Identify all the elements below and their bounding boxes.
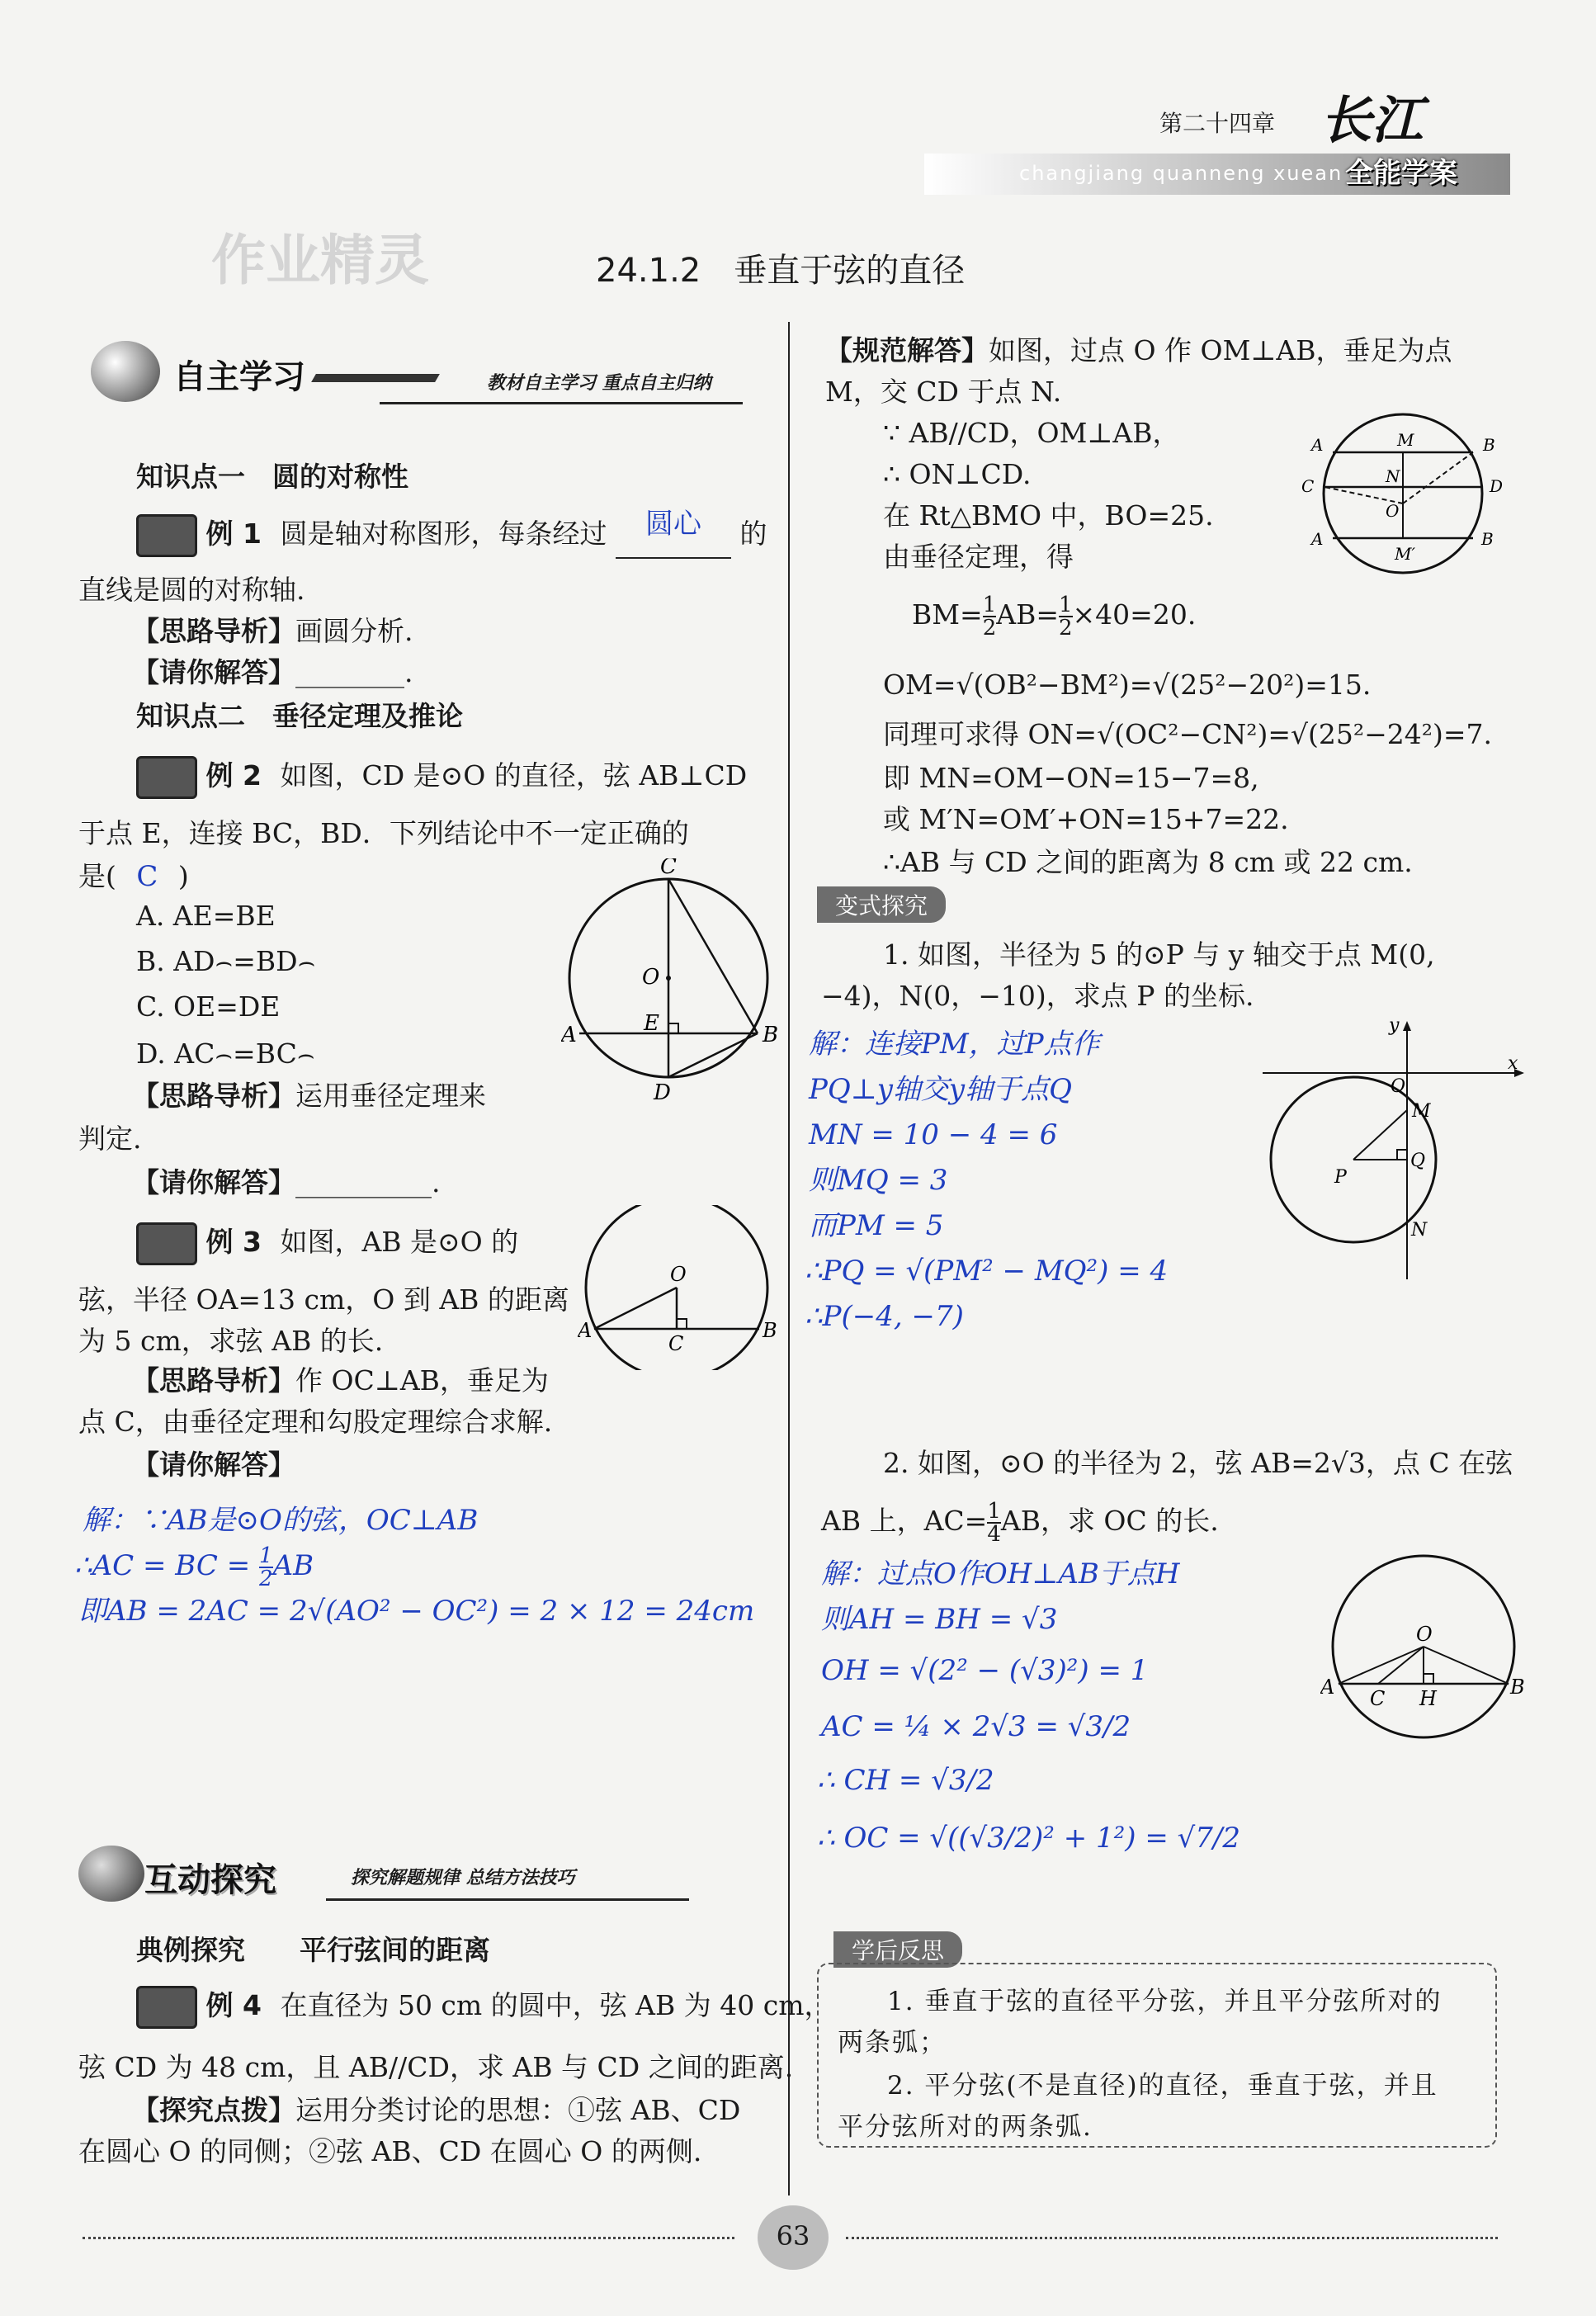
label-m-prime: M′ xyxy=(1395,544,1416,564)
section-title: 互动探究 xyxy=(144,1861,276,1899)
example-3-line3: 为 5 cm，求弦 AB 的长. xyxy=(78,1325,384,1357)
y-axis-arrow xyxy=(1403,1021,1411,1031)
segment-ob xyxy=(1403,452,1473,503)
label-o: O xyxy=(670,1263,687,1286)
segment-pm xyxy=(1353,1110,1407,1160)
label-e: E xyxy=(644,1011,659,1036)
label-c: C xyxy=(660,858,677,879)
example-icon xyxy=(136,1986,197,2029)
right-angle-mark xyxy=(1424,1674,1433,1684)
answer-blank xyxy=(616,508,731,559)
section-underline xyxy=(380,402,743,404)
label-p: P xyxy=(1334,1167,1347,1188)
example-2 xyxy=(136,755,747,799)
example-text: 在直径为 50 cm 的圆中，弦 AB 为 40 cm， xyxy=(280,1989,832,2021)
answer-2-line-1: 解：过点O作OH⊥AB于点H xyxy=(821,1557,1180,1590)
std-text: 如图，过点 O 作 OM⊥AB，垂足为点 xyxy=(989,334,1452,366)
label-c: C xyxy=(1370,1687,1386,1710)
option-a: A. AE=BE xyxy=(136,900,276,932)
solve-blank: ________. xyxy=(295,656,413,688)
example-3-solve-label: 【请你解答】 xyxy=(132,1449,295,1481)
guide-text: 画圆分析. xyxy=(295,615,413,647)
reflection-line-2: 两条弧； xyxy=(838,2028,947,2058)
std-text: AB= xyxy=(996,598,1059,631)
example-text: 圆是轴对称图形，每条经过 xyxy=(280,518,607,550)
answer-text: C xyxy=(136,860,158,893)
question-1-line1: 1. 如图，半径为 5 的⊙P 与 y 轴交于点 M(0, xyxy=(883,938,1435,971)
example-4 xyxy=(136,1985,832,2029)
label-m: M xyxy=(1397,430,1414,450)
answer-1-line-3: MN = 10 − 4 = 6 xyxy=(809,1118,1058,1151)
example-3-guide2: 点 C，由垂径定理和勾股定理综合求解. xyxy=(78,1406,553,1438)
answer-2-line-2: 则AH = BH = √3 xyxy=(821,1603,1058,1636)
std-line-11: 或 M′N=OM′+ON=15+7=22. xyxy=(883,803,1289,835)
example-4-hint xyxy=(132,2090,740,2131)
std-text: ×40=20. xyxy=(1072,598,1197,631)
guide-text: 运用垂径定理来 xyxy=(295,1080,486,1112)
example-1 xyxy=(136,508,767,559)
solution-line-2 xyxy=(74,1543,314,1590)
label-d: D xyxy=(1490,476,1504,496)
std-line-6: 由垂径定理，得 xyxy=(883,541,1074,573)
label-a: A xyxy=(1320,1676,1335,1699)
label-n: N xyxy=(1386,466,1400,486)
label-c: C xyxy=(1301,476,1315,496)
example-label: 例 2 xyxy=(205,759,262,792)
circle-diagram-ex3 xyxy=(578,1205,780,1370)
typical-example-title: 典例探究 平行弦间的距离 xyxy=(136,1934,490,1966)
answer-text: 圆心 xyxy=(645,508,701,541)
paren-open: 是( xyxy=(78,860,116,892)
label-b: B xyxy=(1510,1676,1525,1699)
knowledge-point-1: 知识点一 圆的对称性 xyxy=(136,461,408,493)
section-subtitle: 教材自主学习 重点自主归纳 xyxy=(487,373,711,394)
label-o: O xyxy=(642,965,660,990)
example-1-guide xyxy=(132,611,413,652)
std-line-8: OM=√(OB²−BM²)=√(25²−20²)=15. xyxy=(883,669,1372,701)
header-pinyin: changjiang quanneng xuean xyxy=(1019,162,1343,185)
example-label: 例 4 xyxy=(205,1989,262,2021)
example-4-line2: 弦 CD 为 48 cm，且 AB//CD，求 AB 与 CD 之间的距离. xyxy=(78,2051,794,2083)
label-o: O xyxy=(1386,501,1400,521)
label-b: B xyxy=(1483,435,1495,455)
denominator: 2 xyxy=(1058,616,1073,640)
brand-title: 长江 xyxy=(1320,90,1424,150)
chapter-label: 第二十四章 xyxy=(1159,110,1276,137)
solution-line-3: 即AB = 2AC = 2√(AO² − OC²) = 2 × 12 = 24cm xyxy=(78,1595,755,1628)
label-y: y xyxy=(1389,1019,1400,1036)
question-1-line2: −4)，N(0，−10)，求点 P 的坐标. xyxy=(821,980,1254,1012)
label-d: D xyxy=(654,1080,671,1105)
brand-logo xyxy=(1312,79,1510,195)
paren-close: ) xyxy=(177,860,189,892)
section-title: 自主学习 xyxy=(173,358,305,396)
std-line-10: 即 MN=OM−ON=15−7=8, xyxy=(883,762,1259,794)
numerator: 1 xyxy=(987,1499,1001,1524)
answer-1-line-2: PQ⊥y轴交y轴于点Q xyxy=(809,1073,1073,1106)
label-b2: B xyxy=(1481,529,1494,549)
example-2-line3 xyxy=(78,854,189,900)
std-line-5: 在 Rt△BMO 中，BO=25. xyxy=(883,499,1214,532)
example-icon xyxy=(136,1222,197,1265)
standard-solution xyxy=(825,330,1452,371)
label-q: Q xyxy=(1410,1151,1426,1171)
circle-diagram-q2 xyxy=(1320,1552,1527,1750)
question-2-line2 xyxy=(821,1501,1219,1545)
answer-1-line-5: 而PM = 5 xyxy=(809,1209,944,1242)
right-angle-mark xyxy=(677,1319,687,1329)
guide-text: 作 OC⊥AB，垂足为 xyxy=(295,1364,549,1397)
example-icon xyxy=(136,514,197,557)
segment-ob xyxy=(1424,1647,1509,1684)
question-2-line1: 2. 如图，⊙O 的半径为 2，弦 AB=2√3，点 C 在弦 xyxy=(883,1447,1513,1479)
label-a: A xyxy=(1311,435,1324,455)
brand-subtitle: 全能学案 xyxy=(1345,157,1457,190)
answer-1-line-1: 解：连接PM，过P点作 xyxy=(809,1028,1100,1061)
answer-2-line-6: ∴ OC = √((√3/2)² + 1²) = √7/2 xyxy=(817,1822,1241,1855)
q-text: AB 上，AC= xyxy=(821,1505,988,1537)
footer-dots-left xyxy=(83,2237,734,2239)
sol-text: ∴AC = BC = xyxy=(74,1549,260,1582)
label-a2: A xyxy=(1311,529,1324,549)
label-a: A xyxy=(561,1023,577,1047)
segment-bc xyxy=(668,879,758,1033)
std-line-4: ∴ ON⊥CD. xyxy=(883,458,1032,490)
label-o: O xyxy=(1416,1623,1433,1646)
sol-text-end: AB xyxy=(272,1549,314,1582)
example-4-hint2: 在圆心 O 的同侧；②弦 AB、CD 在圆心 O 的两侧. xyxy=(78,2135,702,2167)
example-label: 例 1 xyxy=(205,518,262,550)
std-line-2: M，交 CD 于点 N. xyxy=(825,376,1062,408)
reflection-line-3: 2. 平分弦(不是直径)的直径，垂直于弦，并且 xyxy=(887,2071,1438,2101)
fraction xyxy=(983,594,997,639)
plane-icon xyxy=(311,374,440,382)
example-3 xyxy=(136,1222,518,1265)
column-divider xyxy=(788,322,790,2195)
numerator: 1 xyxy=(259,1543,273,1568)
segment-oc xyxy=(1378,1647,1424,1684)
reflection-line-4: 平分弦所对的两条弧. xyxy=(838,2112,1093,2142)
label-x: x xyxy=(1508,1053,1518,1074)
example-2-guide2: 判定. xyxy=(78,1123,142,1155)
center-point xyxy=(666,976,671,981)
guide-label: 【思路导析】 xyxy=(132,1080,295,1112)
fraction xyxy=(1059,594,1073,639)
example-3-line2: 弦，半径 OA=13 cm，O 到 AB 的距离 xyxy=(78,1283,569,1316)
section-subtitle: 探究解题规律 总结方法技巧 xyxy=(351,1868,575,1888)
section-interactive xyxy=(78,1841,689,1907)
footer-dots-right xyxy=(846,2237,1498,2239)
example-label: 例 3 xyxy=(205,1226,262,1258)
example-1-solve xyxy=(132,652,413,693)
example-icon xyxy=(136,756,197,799)
std-line-12: ∴AB 与 CD 之间的距离为 8 cm 或 22 cm. xyxy=(883,846,1413,878)
label-h: H xyxy=(1419,1687,1437,1710)
option-c: C. OE=DE xyxy=(136,990,281,1023)
guide-label: 【思路导析】 xyxy=(132,1364,295,1397)
label-b: B xyxy=(763,1023,779,1047)
hint-label: 【探究点拨】 xyxy=(132,2094,295,2126)
answer-2-line-5: ∴ CH = √3/2 xyxy=(817,1764,994,1797)
label-m: M xyxy=(1412,1101,1431,1122)
std-line-3: ∵ AB//CD，OM⊥AB， xyxy=(883,417,1180,449)
reflection-line-1: 1. 垂直于弦的直径平分弦，并且平分弦所对的 xyxy=(887,1987,1443,2016)
solve-blank: __________. xyxy=(295,1166,441,1198)
segment-oa xyxy=(1339,1647,1424,1684)
page-title: 24.1.2 垂直于弦的直径 xyxy=(596,252,966,290)
answer-2-line-4: AC = ¼ × 2√3 = √3/2 xyxy=(821,1710,1131,1743)
solve-label: 【请你解答】 xyxy=(132,656,295,688)
answer-2-line-3: OH = √(2² − (√3)²) = 1 xyxy=(821,1654,1149,1687)
example-2-guide xyxy=(132,1075,486,1117)
answer-1-line-7: ∴P(−4, −7) xyxy=(805,1300,964,1333)
denominator: 2 xyxy=(982,616,997,640)
section-underline xyxy=(326,1898,689,1901)
segment-bd xyxy=(668,1033,758,1077)
answer-1-line-4: 则MQ = 3 xyxy=(809,1164,948,1197)
variant-tag: 变式探究 xyxy=(817,886,946,923)
coordinate-diagram xyxy=(1258,1019,1531,1283)
page-number-badge xyxy=(758,2205,829,2270)
label-a: A xyxy=(578,1319,593,1342)
solve-label: 【请你解答】 xyxy=(132,1166,295,1198)
right-angle-mark xyxy=(1397,1150,1407,1160)
example-text: 如图，AB 是⊙O 的 xyxy=(280,1226,519,1258)
denominator: 2 xyxy=(259,1567,273,1591)
q-text: AB，求 OC 的长. xyxy=(1000,1505,1219,1537)
option-b: B. AD⌢=BD⌢ xyxy=(136,945,316,977)
example-1-line2: 直线是圆的对称轴. xyxy=(78,574,305,606)
guide-label: 【思路导析】 xyxy=(132,615,295,647)
page-number: 63 xyxy=(776,2220,810,2252)
right-angle-mark xyxy=(668,1023,678,1033)
globe-icon xyxy=(78,1846,144,1902)
example-text-end: 的 xyxy=(739,518,767,550)
std-line-7 xyxy=(912,594,1196,639)
label-o: O xyxy=(1391,1076,1406,1097)
numerator: 1 xyxy=(1058,593,1073,617)
numerator: 1 xyxy=(982,593,997,617)
circle-diagram-ex2 xyxy=(561,858,784,1106)
denominator: 4 xyxy=(987,1522,1001,1547)
option-d: D. AC⌢=BC⌢ xyxy=(136,1037,315,1070)
radius-oa xyxy=(594,1288,677,1329)
hint-text: 运用分类讨论的思想：①弦 AB、CD xyxy=(295,2094,741,2126)
fraction xyxy=(259,1545,273,1590)
parallel-chords-diagram xyxy=(1300,413,1523,578)
label-b: B xyxy=(763,1319,777,1342)
example-2-solve xyxy=(132,1162,441,1203)
example-3-guide xyxy=(132,1360,549,1401)
solution-line-1: 解：∵AB是⊙O的弦，OC⊥AB xyxy=(83,1504,479,1537)
reflection-tag: 学后反思 xyxy=(833,1931,962,1968)
watermark: 作业精灵 xyxy=(211,229,429,292)
knowledge-point-2: 知识点二 垂径定理及推论 xyxy=(136,700,463,732)
example-text: 如图，CD 是⊙O 的直径，弦 AB⊥CD xyxy=(280,759,748,792)
answer-1-line-6: ∴PQ = √(PM² − MQ²) = 4 xyxy=(805,1255,1169,1288)
fraction xyxy=(987,1501,1001,1545)
label-n: N xyxy=(1411,1220,1428,1241)
std-label: 【规范解答】 xyxy=(825,334,989,366)
example-2-line2: 于点 E，连接 BC，BD．下列结论中不一定正确的 xyxy=(78,817,689,849)
std-line-9: 同理可求得 ON=√(OC²−CN²)=√(25²−24²)=7. xyxy=(883,718,1493,750)
label-c: C xyxy=(668,1332,684,1355)
globe-icon xyxy=(91,341,160,402)
section-self-study xyxy=(83,334,743,409)
std-text: BM= xyxy=(912,598,983,631)
